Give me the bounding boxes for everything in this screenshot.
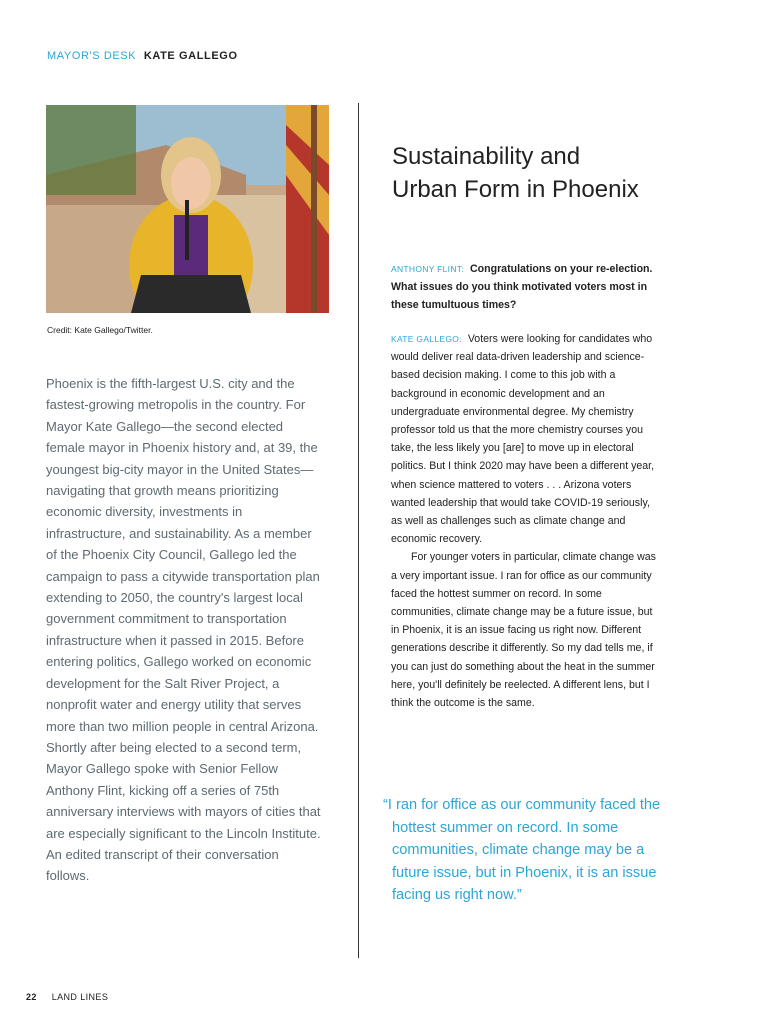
pull-quote-text: “I ran for office as our community faced the hottest summer on record. In some communities, climate change may be a future issue, but in Phoenix, it is an issue facing us right now.”	[383, 797, 661, 904]
answer-paragraph: Voters were looking for candidates who would deliver real data-driven leadership and science-based decision making. I come to this job with a background in economic development and an undergraduate environmental degree. My chemistry professor told us that the more chemistry courses you take, the less likely you [are] to move up in electoral politics. But I think 2020 may have been a different year, when science mattered to voters . . . Arizona voters wanted leadership that would take COVID-19 seriously, as well as challenges such as climate change and economic recovery.	[391, 333, 655, 546]
page-footer	[26, 992, 108, 1002]
interview-answer	[391, 330, 661, 712]
title-line: Sustainability and	[392, 143, 581, 170]
page-header	[47, 50, 238, 62]
intro-text	[46, 373, 321, 887]
question-speaker: ANTHONY FLINT:	[391, 264, 464, 274]
mayor-photo	[46, 105, 329, 313]
interview-question	[391, 260, 661, 315]
intro-paragraph: Phoenix is the fifth-largest U.S. city and the fastest-growing metropolis in the country. For Mayor Kate Gallego—the second elected female mayor in Phoenix history and, at 39, the youngest big-city mayor in the United States—navigating that growth means prioritizing economic diversity, investments in infrastructure, and sustainability. As a member of the Phoenix City Council, Gallego led the campaign to pass a citywide transportation plan extending to 2050, the country's largest local government commitment to transportation infrastructure when it passed in 2015. Before entering politics, Gallego worked on economic development for the Salt River Project, a nonprofit water and energy utility that serves more than two million people in central Arizona. Shortly after being elected to a second term, Mayor Gallego spoke with Senior Fellow Anthony Flint, kicking off a series of 75th anniversary interviews with mayors of cities that are especially significant to the Lincoln Institute. An edited transcript of their conversation follows.	[46, 376, 321, 884]
author-name: KATE GALLEGO	[143, 50, 238, 62]
article-title	[392, 140, 732, 206]
question-text: Congratulations on your re-election. What issues do you think motivated voters most in these tumultuous times?	[391, 263, 653, 312]
answer-speaker: KATE GALLEGO:	[391, 334, 462, 344]
page-number: 22	[26, 992, 37, 1002]
pull-quote	[383, 794, 683, 907]
answer-paragraph: For younger voters in particular, climate change was a very important issue. I ran for office as our community faced the hottest summer on record. In some communities, climate change may be a future issue, but in Phoenix, it is an issue facing us right now. Different generations describe it differently. So my dad tells me, if you can just do something about the heat in the summer here, you'll definitely be reelected. A different lens, but I think the outcome is the same.	[391, 551, 656, 710]
section-label: MAYOR'S DESK	[47, 50, 137, 62]
publication-name: LAND LINES	[51, 992, 109, 1002]
column-divider	[358, 103, 359, 958]
photo-credit: Credit: Kate Gallego/Twitter.	[47, 325, 153, 335]
title-line: Urban Form in Phoenix	[392, 176, 639, 203]
